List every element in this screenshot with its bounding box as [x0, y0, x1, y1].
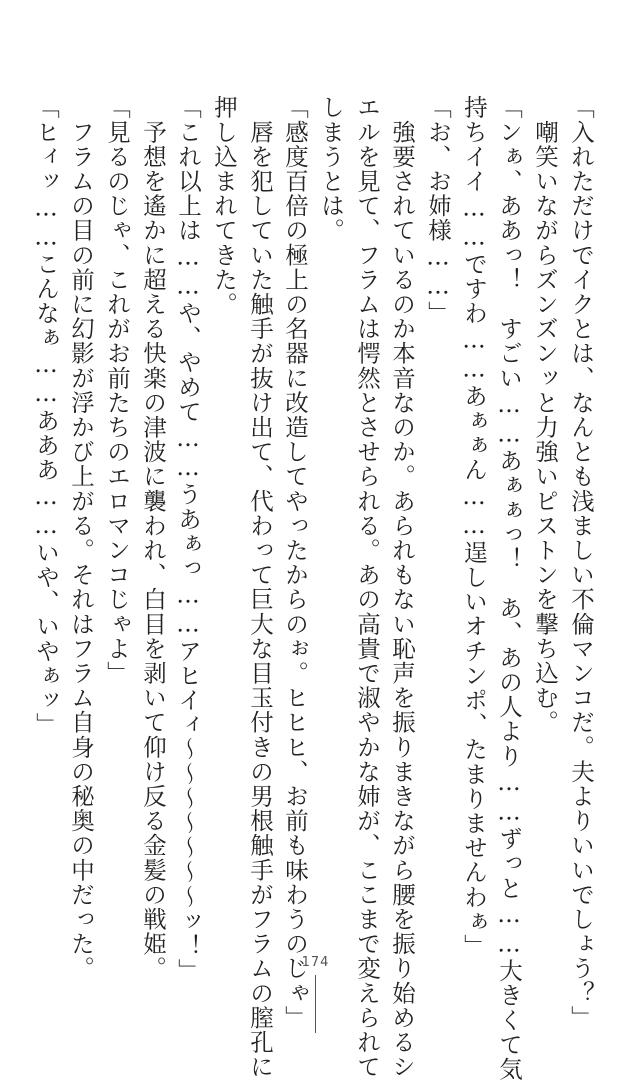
- text-line: 予想を遙かに超える快楽の津波に襲われ、白目を剥いて仰け反る金髪の戦姫。: [139, 95, 167, 981]
- text-line: 持ちイイ……ですわ……あぁぁん……逞しいオチンポ、たまりませんわぁ」: [460, 95, 488, 959]
- text-line: しまうとは。: [317, 95, 345, 243]
- text-line: 「見るのじゃ、これがお前たちのエロマンコじゃよ」: [103, 95, 131, 686]
- text-line: 「感度百倍の極上の名器に改造してやったからのぉ。ヒヒヒ、お前も味わうのじゃ」: [281, 95, 309, 1030]
- text-line: 唇を犯していた触手が抜け出て、代わって巨大な目玉付きの男根触手がフラムの膣孔に: [246, 95, 274, 1079]
- page-number: 174: [301, 955, 330, 970]
- text-line: 「入れただけでイクとは、なんとも浅ましい不倫マンコだ。夫よりいいでしょう？」: [567, 95, 595, 1030]
- text-line: エルを見て、フラムは愕然とさせられる。あの高貴で淑やかな姉が、ここまで変えられて: [353, 95, 381, 1079]
- text-line: 強要されているのか本音なのか。あられもない恥声を振りまきながら腰を振り始めるシ: [388, 95, 416, 1079]
- text-line: 嘲笑いながらズンズンッと力強いピストンを撃ち込む。: [531, 95, 559, 735]
- text-line: 「お、お姉様……」: [424, 95, 452, 326]
- text-line: 「ヒィッ……こんなぁ……あああ……いや、いやぁッ」: [32, 95, 60, 737]
- text-line: フラムの目の前に幻影が浮かび上がる。それはフラム自身の秘奥の中だった。: [67, 95, 95, 981]
- text-line: 押し込まれてきた。: [210, 95, 238, 317]
- text-line: 「ンぁ、ああっ！ すごい……あぁぁっ！ あ、あの人より……ずっと……大きくて気: [495, 95, 523, 1081]
- page-divider-line: [315, 975, 316, 1033]
- text-line: 「これ以上は……や、やめて……うあぁっ……アヒイィ〜〜〜〜〜〜〜ッ！」: [174, 95, 202, 983]
